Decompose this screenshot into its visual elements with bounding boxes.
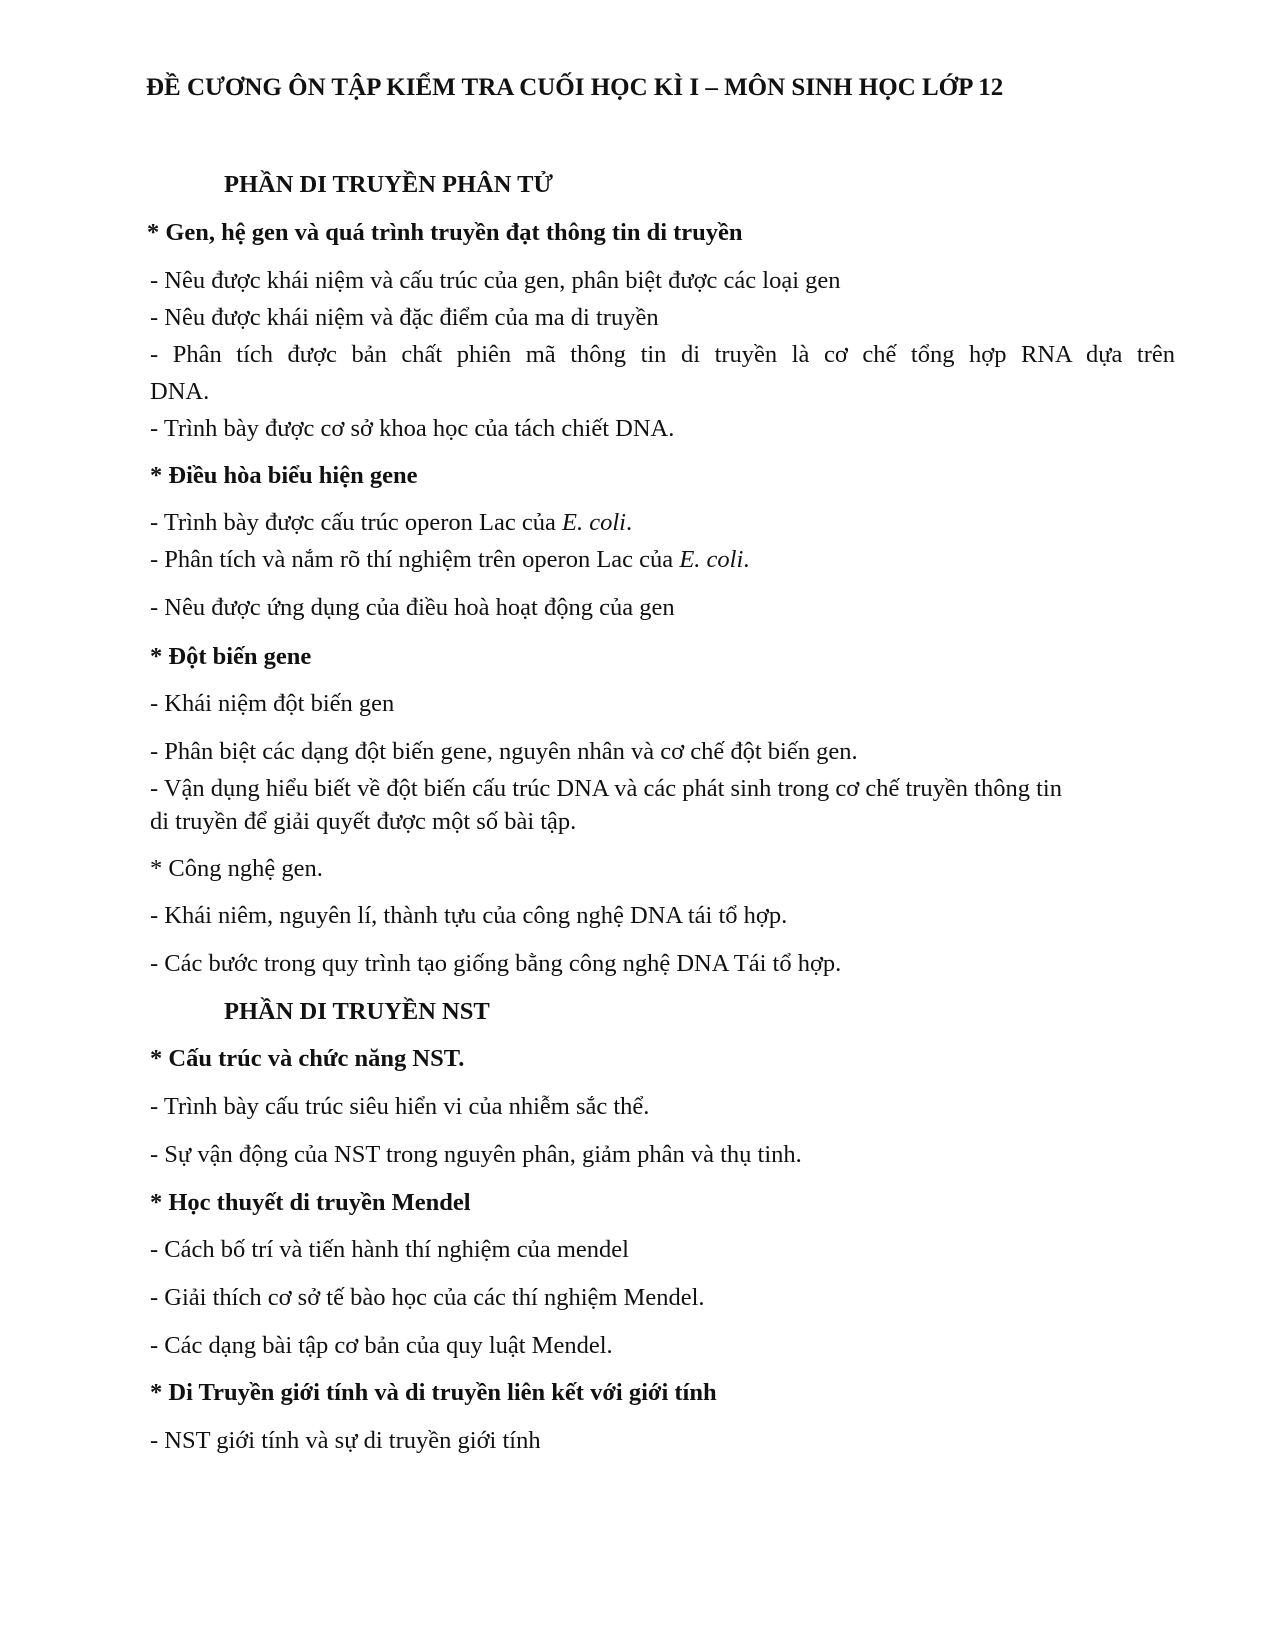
dotbien-item-3: - Vận dụng hiểu biết về đột biến cấu trúc DNA và các phát sinh trong cơ chế truyền thông tin xyxy=(150,775,1062,802)
mendel-heading: * Học thuyết di truyền Mendel xyxy=(150,1189,471,1216)
dieuhoa-item-1 xyxy=(150,508,632,538)
gioitinh-heading: * Di Truyền giới tính và di truyền liên kết với giới tính xyxy=(150,1379,717,1406)
dieuhoa-item-2-species: E. coli xyxy=(679,546,744,573)
dieuhoa-item-1-end: . xyxy=(625,509,633,536)
mendel-item-2: - Giải thích cơ sở tế bào học của các thí nghiệm Mendel. xyxy=(150,1284,705,1311)
dotbien-item-2: - Phân biệt các dạng đột biến gene, nguyên nhân và cơ chế đột biến gen. xyxy=(150,738,858,765)
document-title: ĐỀ CƯƠNG ÔN TẬP KIỂM TRA CUỐI HỌC KÌ I – MÔN SINH HỌC LỚP 12 xyxy=(146,74,1004,101)
dieuhoa-item-1-species: E. coli xyxy=(561,509,626,536)
dieuhoa-item-2-text: - Phân tích và nắm rõ thí nghiệm trên operon Lac của xyxy=(150,546,680,573)
congnghe-item-2: - Các bước trong quy trình tạo giống bằng công nghệ DNA Tái tổ hợp. xyxy=(150,950,842,977)
dotbien-item-1: - Khái niệm đột biến gen xyxy=(150,690,395,717)
cautruc-heading: * Cấu trúc và chức năng NST. xyxy=(150,1045,465,1072)
gen-heading: * Gen, hệ gen và quá trình truyền đạt thông tin di truyền xyxy=(147,219,743,246)
mendel-item-3: - Các dạng bài tập cơ bản của quy luật Mendel. xyxy=(150,1332,613,1359)
dotbien-heading: * Đột biến gene xyxy=(150,643,312,670)
gen-item-3-continued: DNA. xyxy=(150,378,210,405)
dieuhoa-item-2 xyxy=(150,545,749,575)
dieuhoa-heading: * Điều hòa biểu hiện gene xyxy=(150,462,418,489)
mendel-item-1: - Cách bố trí và tiến hành thí nghiệm của mendel xyxy=(150,1236,629,1263)
dieuhoa-item-2-end: . xyxy=(743,546,750,573)
gen-item-3: - Phân tích được bản chất phiên mã thông tin di truyền là cơ chế tổng hợp RNA dựa trên xyxy=(150,341,1175,368)
dieuhoa-item-3: - Nêu được ứng dụng của điều hoà hoạt động của gen xyxy=(150,594,675,621)
congnghe-heading: * Công nghệ gen. xyxy=(150,855,323,882)
gioitinh-item-1: - NST giới tính và sự di truyền giới tính xyxy=(150,1427,541,1454)
gen-item-2: - Nêu được khái niệm và đặc điểm của ma di truyền xyxy=(150,304,659,331)
dotbien-item-3-continued: di truyền để giải quyết được một số bài tập. xyxy=(150,808,577,835)
cautruc-item-2: - Sự vận động của NST trong nguyên phân, giảm phân và thụ tinh. xyxy=(150,1141,802,1168)
dieuhoa-item-1-text: - Trình bày được cấu trúc operon Lac của xyxy=(150,509,562,536)
cautruc-item-1: - Trình bày cấu trúc siêu hiển vi của nhiễm sắc thể. xyxy=(150,1093,650,1120)
part1-heading: PHẦN DI TRUYỀN PHÂN TỬ xyxy=(224,171,553,198)
congnghe-item-1: - Khái niêm, nguyên lí, thành tựu của công nghệ DNA tái tổ hợp. xyxy=(150,902,788,929)
part2-heading: PHẦN DI TRUYỀN NST xyxy=(224,998,490,1025)
gen-item-4: - Trình bày được cơ sở khoa học của tách chiết DNA. xyxy=(150,415,675,442)
gen-item-1: - Nêu được khái niệm và cấu trúc của gen, phân biệt được các loại gen xyxy=(150,267,841,294)
